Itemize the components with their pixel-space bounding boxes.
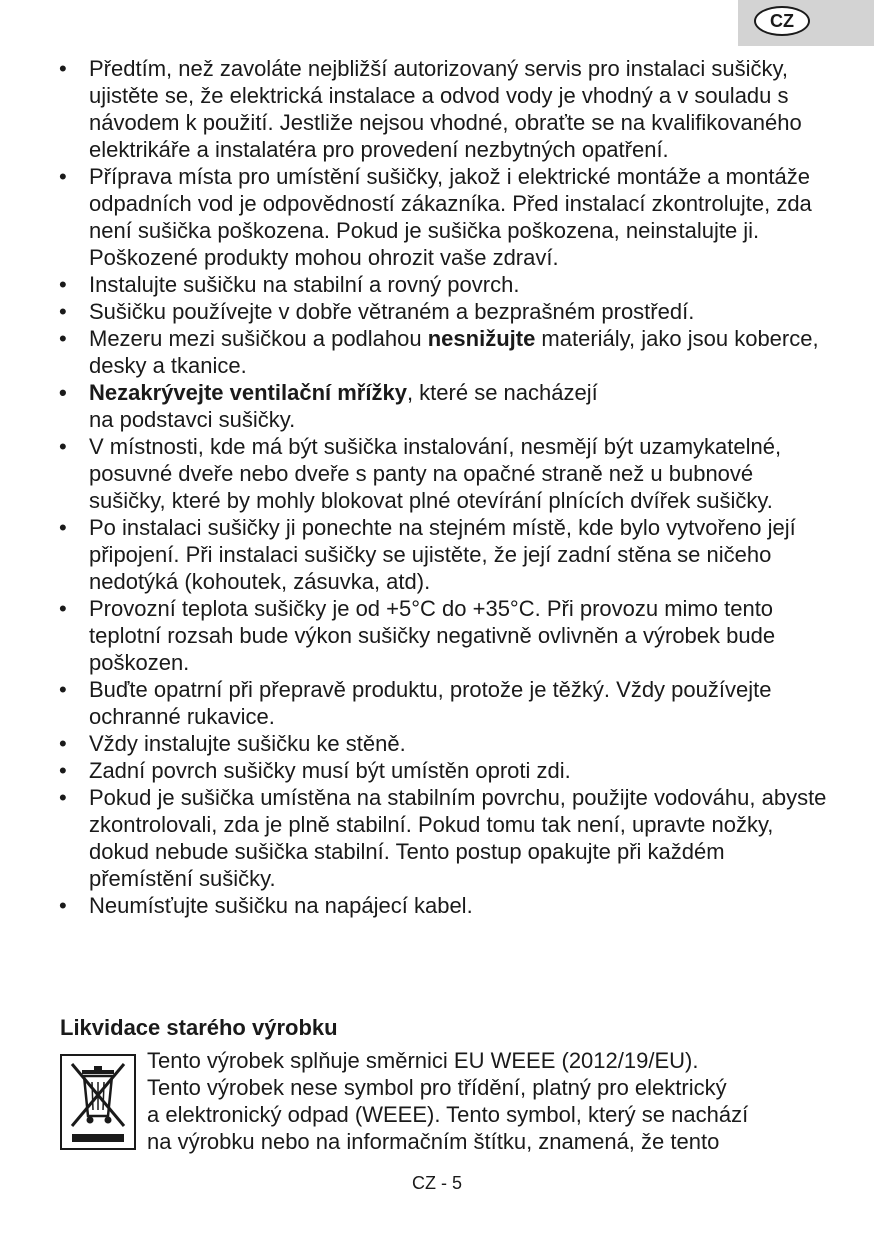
disposal-text: Tento výrobek splňuje směrnici EU WEEE (2012/19/EU). Tento výrobek nese symbol pro třídění, platný pro elektrický a elektronický odpad (WEEE). Tento symbol, který se nachází na výrobku nebo na informačním štítku, znamená, že tento (147, 1048, 749, 1154)
page-number: CZ - 5 (411, 1173, 462, 1193)
language-badge: CZ (754, 6, 810, 36)
list-item: • Nezakrývejte ventilační mřížky, které se nacházejí na podstavci sušičky. (59, 380, 598, 432)
section-title: Likvidace starého výrobku (60, 1015, 338, 1040)
list-item: • Po instalaci sušičky ji ponechte na stejném místě, kde bylo vytvořeno její připojení. Při instalaci sušičky se ujistěte, že její zadní stěna se ničeho nedotýká (kohoutek, zásuvka, atd). (59, 515, 796, 594)
installation-instructions-list (59, 55, 829, 919)
list-item: • Příprava místa pro umístění sušičky, jakož i elektrické montáže a montáže odpadních vod je odpovědností zákazníka. Před instalací zkontrolujte, zda není sušička poškozena. Pokud je sušička poškozena, neinstalujte ji. Poškozené produkty mohou ohrozit vaše zdraví. (59, 164, 812, 270)
list-item: • Provozní teplota sušičky je od +5°C do +35°C. Při provozu mimo tento teplotní rozsah bude výkon sušičky negativně ovlivněn a výrobek bude poškozen. (59, 596, 776, 675)
list-item: • Pokud je sušička umístěna na stabilním povrchu, použijte vodováhu, abyste zkontrolovali, zda je plně stabilní. Pokud tomu tak není, upravte nožky, dokud nebude sušička stabilní. Tento postup opakujte při každém přemístění sušičky. (59, 785, 827, 891)
list-item: • Neumísťujte sušičku na napájecí kabel. (59, 893, 473, 918)
list-item: • V místnosti, kde má být sušička instalování, nesmějí být uzamykatelné, posuvné dveře nebo dveře s panty na opačné straně než u bubnové sušičky, které by mohly blokovat plné otevírání plnících dvířek sušičky. (59, 434, 782, 513)
list-item: • Předtím, než zavoláte nejbližší autorizovaný servis pro instalaci sušičky, ujistěte se, že elektrická instalace a odvod vody je vhodný a v souladu s návodem k použití. Jestliže nejsou vhodné, obraťte se na kvalifikovaného elektrikáře a instalatéra pro provedení nezbytných opatření. (59, 56, 802, 162)
list-item: • Sušičku používejte v dobře větraném a bezprašném prostředí. (59, 299, 695, 324)
list-item: • Zadní povrch sušičky musí být umístěn oproti zdi. (59, 758, 571, 783)
list-item: • Vždy instalujte sušičku ke stěně. (59, 731, 406, 756)
list-item: • Buďte opatrní při přepravě produktu, protože je těžký. Vždy používejte ochranné rukavice. (59, 677, 772, 729)
list-item: • Mezeru mezi sušičkou a podlahou nesnižujte materiály, jako jsou koberce, desky a tkanice. (59, 326, 819, 378)
emphasis: nesnižujte (427, 326, 536, 351)
weee-bin-graphic (62, 1056, 134, 1148)
emphasis: Nezakrývejte ventilační mřížky (89, 380, 407, 405)
weee-crossed-bin-icon (60, 1054, 136, 1150)
list-item: • Instalujte sušičku na stabilní a rovný povrch. (59, 272, 520, 297)
